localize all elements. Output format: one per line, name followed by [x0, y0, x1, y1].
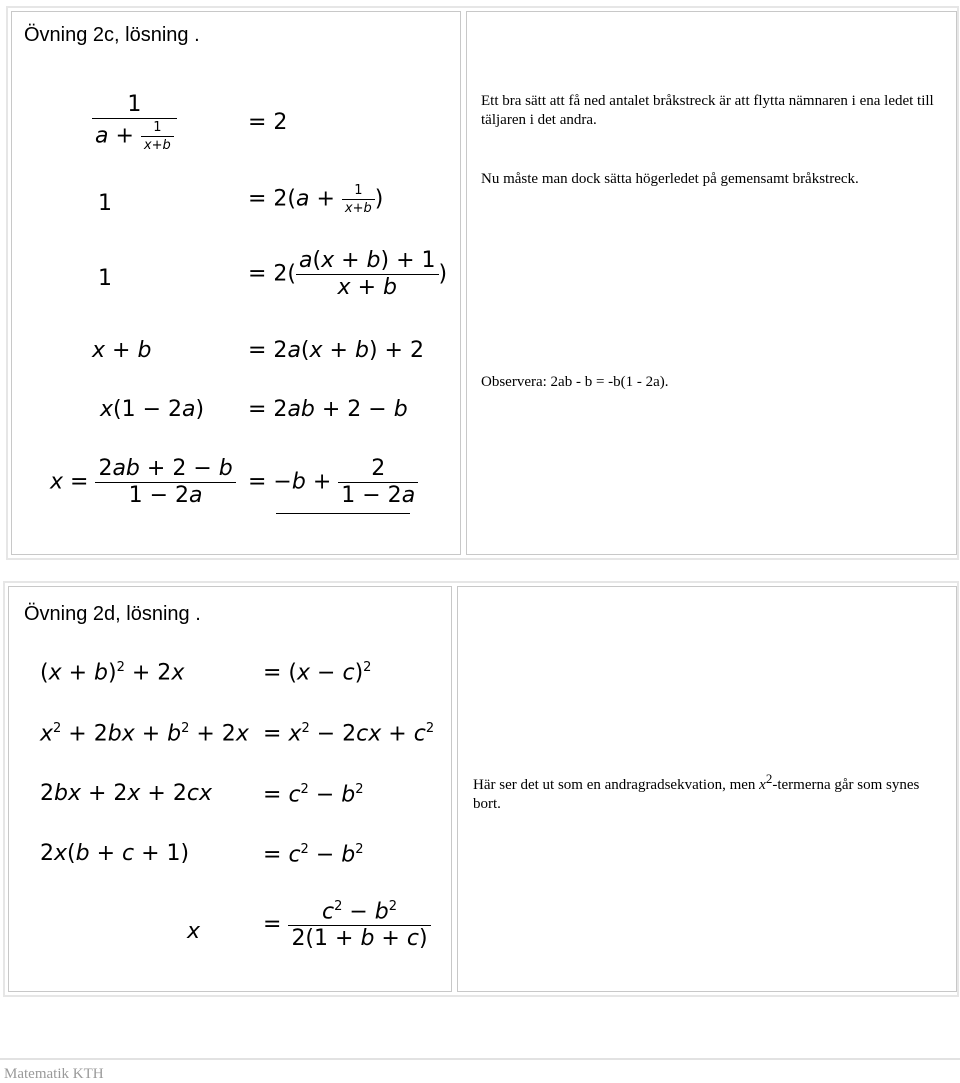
- equation-d-1-rhs: = $(x - c)^2$: [263, 660, 372, 686]
- equation-d-2-lhs: $x^2 + 2bx + b^2 + 2x$: [40, 721, 249, 747]
- equation-c-1-rhs: = 2: [248, 110, 288, 135]
- equation-d-5-rhs: = $\frac{c^2 - b^2}{2(1 + b + c)}$: [263, 900, 431, 950]
- note-c-1: Ett bra sätt att få ned antalet bråkstreck är att flytta nämnaren i ena ledet till täljaren i det andra.: [481, 93, 934, 128]
- equation-c-6-rhs: = −b + $\frac{2}{1 - 2a}$: [248, 458, 418, 507]
- equation-c-4-lhs: x + b: [92, 338, 152, 363]
- equation-c-4-rhs: = 2a(x + b) + 2: [248, 338, 424, 363]
- equation-d-1-lhs: $(x + b)^2 + 2x$: [40, 660, 185, 686]
- section-d-title: Övning 2d, lösning .: [24, 603, 201, 625]
- footer-divider: [0, 1058, 960, 1060]
- note-c-2: Nu måste man dock sätta högerledet på gemensamt bråkstreck.: [481, 171, 859, 187]
- equation-c-3-rhs: = 2( $\frac{a(x + b) + 1}{x + b}$ ): [248, 248, 448, 300]
- note-c-3: Observera: 2ab - b = -b(1 - 2a).: [481, 374, 669, 390]
- equation-d-5-lhs: x: [187, 919, 201, 944]
- equation-d-4-lhs: 2x(b + c + 1): [40, 841, 190, 866]
- section-c-title: Övning 2c, lösning .: [24, 24, 200, 46]
- equation-c-1-lhs: 1 a + $\frac{1}{x+b}$: [92, 94, 177, 152]
- equation-d-3-lhs: 2bx + 2x + 2cx: [40, 781, 212, 806]
- equation-c-2-rhs: = 2(a + $\frac{1}{x+b}$ ): [248, 183, 384, 216]
- footer-text: Matematik KTH: [4, 1066, 104, 1082]
- note-d-text-2: -termerna går som synes bort.: [473, 777, 920, 812]
- note-d-superscript: 2: [765, 771, 773, 786]
- note-d-text-1: Här ser det ut som en andragradsekvation, men: [473, 777, 760, 793]
- equation-d-4-rhs: = $c^2 - b^2$: [263, 842, 364, 868]
- equation-c-3-lhs: 1: [98, 266, 112, 291]
- equation-c-6-underline: [276, 513, 410, 514]
- note-d-variable: x: [759, 777, 766, 793]
- equation-c-2-lhs: 1: [98, 191, 112, 216]
- note-d: [473, 769, 948, 814]
- equation-d-3-rhs: = $c^2 - b^2$: [263, 782, 364, 808]
- equation-c-5-lhs: x(1 − 2a): [100, 397, 205, 422]
- equation-c-5-rhs: = 2ab + 2 − b: [248, 397, 408, 422]
- equation-d-2-rhs: = $x^2 - 2cx + c^2$: [263, 721, 435, 747]
- equation-c-6-lhs: x = $\frac{2ab + 2 - b}{1 - 2a}$: [50, 458, 236, 507]
